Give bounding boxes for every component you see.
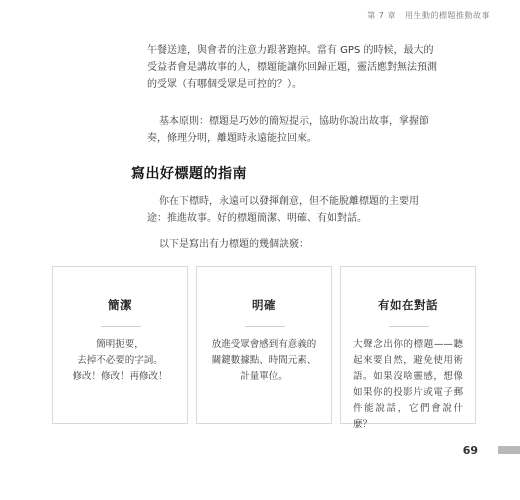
tip-card-concise [52, 266, 188, 424]
body-paragraph-1: 午餐送達，與會者的注意力跟著跑掉。當有 GPS 的時候，最大的受益者會是講故事的人，標題能讓你回歸正題，靈活應對無法預測的受眾（有哪個受眾是可控的？）。 [147, 45, 437, 90]
tip-card-line: 大聲念出你的標題——聽起來要自然，避免使用術語。如果沒啥靈感，想像如果你的投影片或電子郵件能說話，它們會說什麼？ [353, 339, 463, 430]
tip-card-divider [101, 326, 141, 327]
tip-card-conversational [340, 266, 476, 430]
tip-card-line: 關鍵數據點、時間元素、 [211, 355, 317, 366]
tip-card-divider [245, 326, 285, 327]
page-edge-tab [498, 446, 520, 454]
tip-card-title: 簡潔 [108, 298, 132, 312]
chapter-title: 用生動的標題推動故事 [405, 11, 490, 20]
page-number: 69 [462, 444, 478, 457]
tip-card-body [205, 337, 323, 385]
tip-card-line: 計量單位。 [240, 371, 288, 382]
section-paragraph-2: 以下是寫出有力標題的幾個訣竅： [159, 239, 309, 250]
tip-card-line: 簡明扼要， [96, 339, 144, 350]
tip-card-line: 去掉不必要的字詞。 [77, 355, 163, 366]
tip-card-title: 有如在對話 [378, 298, 438, 312]
running-header [367, 10, 490, 21]
tip-card-line: 放進受眾會感到有意義的 [211, 339, 317, 350]
section-heading: 寫出好標題的指南 [131, 166, 247, 182]
tip-card-body [353, 337, 463, 433]
tip-card-specific [196, 266, 332, 424]
tip-card-body [61, 337, 179, 385]
tip-card-title: 明確 [252, 298, 276, 312]
tip-card-divider [389, 326, 429, 327]
section-paragraph-1: 你在下標時，永遠可以發揮創意，但不能脫離標題的主要用途：推進故事。好的標題簡潔、明確、有如對話。 [147, 196, 419, 224]
chapter-label: 第 7 章 [367, 11, 396, 20]
body-paragraph-2: 基本原則：標題是巧妙的簡短提示，協助你說出故事，掌握節奏，條理分明，離題時永遠能拉回來。 [147, 116, 429, 144]
tip-card-line: 修改！修改！再修改！ [72, 371, 168, 382]
